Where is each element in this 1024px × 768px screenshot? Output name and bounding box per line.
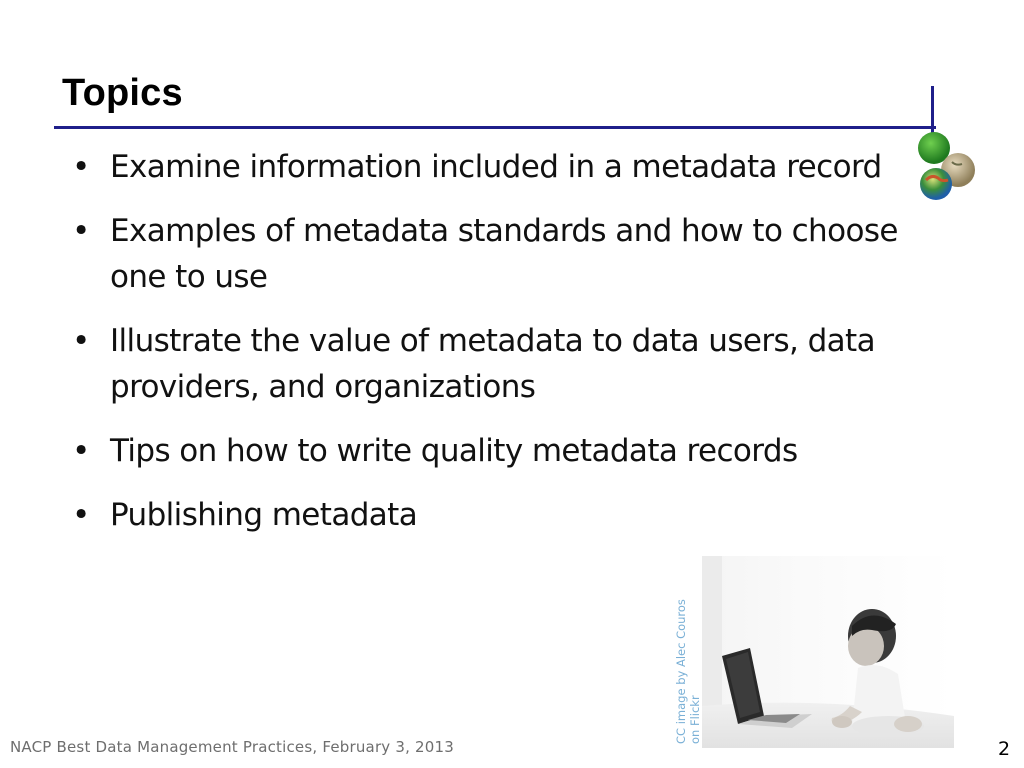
bullet-glyph: •	[72, 213, 90, 249]
bullet-glyph: •	[72, 433, 90, 469]
image-credit-line: on Flickr	[688, 695, 702, 744]
bullet-list	[72, 144, 952, 556]
bullet-text: Examine information included in a metadata record	[110, 149, 882, 185]
bullet-item	[72, 492, 952, 538]
bullet-text: Illustrate the value of metadata to data users, data providers, and organizations	[110, 323, 875, 405]
bullet-text: Publishing metadata	[110, 497, 418, 533]
bullet-item	[72, 208, 952, 300]
bullet-glyph: •	[72, 149, 90, 185]
bullet-glyph: •	[72, 323, 90, 359]
bullet-glyph: •	[72, 497, 90, 533]
child-with-laptop-photo	[702, 556, 954, 748]
page-number: 2	[998, 738, 1011, 760]
bullet-text: Tips on how to write quality metadata records	[110, 433, 798, 469]
slide-title: Topics	[62, 72, 183, 114]
bullet-item	[72, 428, 952, 474]
title-vertical-rule	[931, 86, 934, 136]
image-credit-line: CC image by Alec Couros	[674, 599, 688, 744]
slide-footer: NACP Best Data Management Practices, February 3, 2013	[10, 738, 455, 756]
bullet-item	[72, 144, 952, 190]
title-underline	[54, 126, 936, 129]
bullet-text: Examples of metadata standards and how to choose one to use	[110, 213, 898, 295]
bullet-item	[72, 318, 952, 410]
